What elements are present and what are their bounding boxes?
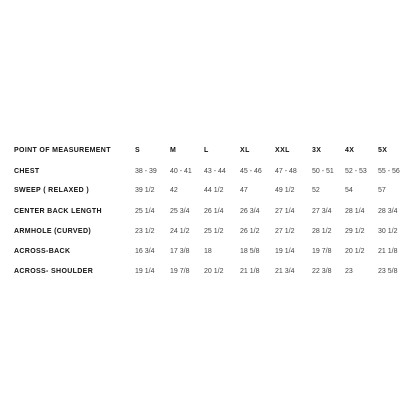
table-cell: 26 1/4: [204, 208, 224, 215]
table-cell: 26 3/4: [240, 208, 260, 215]
table-cell: 27 1/4: [275, 208, 295, 215]
row-label: CHEST: [14, 168, 40, 175]
table-cell: 49 1/2: [275, 187, 295, 194]
table-row-chest: [0, 166, 416, 178]
table-row-armhole: [0, 226, 416, 238]
table-cell: 18: [204, 248, 212, 255]
table-cell: 47: [240, 187, 248, 194]
table-cell: 23 5/8: [378, 268, 398, 275]
table-row-across-shoulder: [0, 266, 416, 278]
table-cell: 28 3/4: [378, 208, 398, 215]
table-cell: 19 7/8: [312, 248, 332, 255]
header-size-l: L: [204, 147, 209, 154]
row-label: ACROSS-BACK: [14, 248, 71, 255]
table-cell: 19 1/4: [275, 248, 295, 255]
table-cell: 30 1/2: [378, 228, 398, 235]
header-size-xl: XL: [240, 147, 250, 154]
table-cell: 27 3/4: [312, 208, 332, 215]
table-cell: 21 3/4: [275, 268, 295, 275]
header-size-3x: 3X: [312, 147, 322, 154]
table-cell: 24 1/2: [170, 228, 190, 235]
table-cell: 52 - 53: [345, 168, 367, 175]
header-size-xxl: XXL: [275, 147, 290, 154]
table-cell: 20 1/2: [345, 248, 365, 255]
table-cell: 43 - 44: [204, 168, 226, 175]
table-cell: 22 3/8: [312, 268, 332, 275]
table-cell: 18 5/8: [240, 248, 260, 255]
header-size-s: S: [135, 147, 141, 154]
table-cell: 29 1/2: [345, 228, 365, 235]
table-cell: 52: [312, 187, 320, 194]
header-point-of-measurement: POINT OF MEASUREMENT: [14, 147, 111, 154]
table-cell: 21 1/8: [240, 268, 260, 275]
row-label: ACROSS- SHOULDER: [14, 268, 94, 275]
table-cell: 45 - 46: [240, 168, 262, 175]
table-row-center-back-length: [0, 206, 416, 218]
table-header-row: [0, 145, 416, 157]
header-size-5x: 5X: [378, 147, 388, 154]
table-cell: 23 1/2: [135, 228, 155, 235]
table-cell: 44 1/2: [204, 187, 224, 194]
table-cell: 39 1/2: [135, 187, 155, 194]
table-cell: 17 3/8: [170, 248, 190, 255]
header-size-4x: 4X: [345, 147, 355, 154]
table-cell: 57: [378, 187, 386, 194]
table-cell: 55 - 56: [378, 168, 400, 175]
table-row-sweep: [0, 185, 416, 197]
row-label: CENTER BACK LENGTH: [14, 208, 102, 215]
table-cell: 54: [345, 187, 353, 194]
table-cell: 25 1/4: [135, 208, 155, 215]
table-cell: 26 1/2: [240, 228, 260, 235]
table-cell: 19 1/4: [135, 268, 155, 275]
table-cell: 47 - 48: [275, 168, 297, 175]
table-cell: 42: [170, 187, 178, 194]
table-cell: 28 1/4: [345, 208, 365, 215]
row-label: ARMHOLE (CURVED): [14, 228, 92, 235]
row-label: SWEEP ( RELAXED ): [14, 187, 90, 194]
table-cell: 50 - 51: [312, 168, 334, 175]
table-cell: 27 1/2: [275, 228, 295, 235]
header-size-m: M: [170, 147, 177, 154]
table-cell: 38 - 39: [135, 168, 157, 175]
table-cell: 25 1/2: [204, 228, 224, 235]
table-cell: 16 3/4: [135, 248, 155, 255]
table-cell: 21 1/8: [378, 248, 398, 255]
table-cell: 40 - 41: [170, 168, 192, 175]
table-cell: 23: [345, 268, 353, 275]
table-cell: 28 1/2: [312, 228, 332, 235]
table-cell: 25 3/4: [170, 208, 190, 215]
table-cell: 20 1/2: [204, 268, 224, 275]
table-row-across-back: [0, 246, 416, 258]
table-cell: 19 7/8: [170, 268, 190, 275]
